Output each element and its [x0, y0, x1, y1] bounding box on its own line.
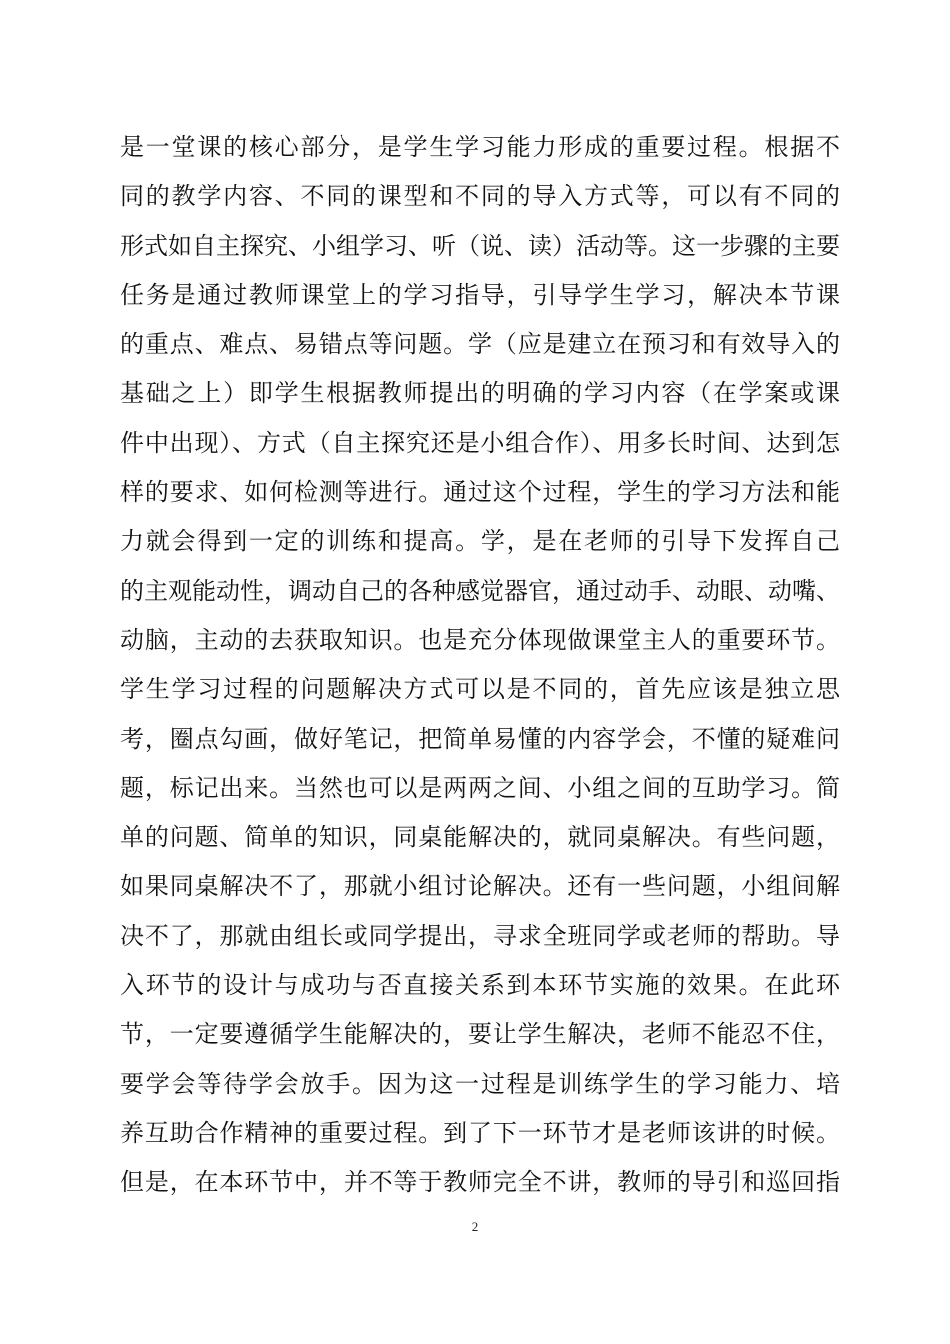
text-line: 的主观能动性，调动自己的各种感觉器官，通过动手、动眼、动嘴、	[120, 576, 840, 605]
text-line: 同的教学内容、不同的课型和不同的导入方式等，可以有不同的	[120, 182, 840, 211]
text-line: 是一堂课的核心部分，是学生学习能力形成的重要过程。根据不	[120, 133, 840, 161]
text-line: 单的问题、简单的知识，同桌能解决的，就同桌解决。有些问题，	[120, 823, 840, 852]
text-line: 养互助合作精神的重要过程。到了下一环节才是老师该讲的时候。	[120, 1118, 840, 1147]
text-line: 考，圈点勾画，做好笔记，把简单易懂的内容学会，不懂的疑难问	[120, 724, 840, 753]
text-line: 的重点、难点、易错点等问题。学（应是建立在预习和有效导入的	[120, 330, 840, 359]
text-line: 如果同桌解决不了，那就小组讨论解决。还有一些问题，小组间解	[120, 872, 840, 901]
text-line: 学生学习过程的问题解决方式可以是不同的，首先应该是独立思	[120, 675, 840, 704]
text-line: 任务是通过教师课堂上的学习指导，引导学生学习，解决本节课	[120, 280, 840, 309]
text-line: 件中出现）、方式（自主探究还是小组合作）、用多长时间、达到怎	[120, 428, 840, 457]
text-line: 形式如自主探究、小组学习、听（说、读）活动等。这一步骤的主要	[120, 231, 840, 260]
text-line: 基础之上）即学生根据教师提出的明确的学习内容（在学案或课	[120, 379, 840, 408]
text-line: 入环节的设计与成功与否直接关系到本环节实施的效果。在此环	[120, 971, 840, 1000]
text-line: 决不了，那就由组长或同学提出，寻求全班同学或老师的帮助。导	[120, 921, 840, 950]
text-line: 力就会得到一定的训练和提高。学，是在老师的引导下发挥自己	[120, 527, 840, 556]
text-line: 节，一定要遵循学生能解决的，要让学生解决，老师不能忍不住，	[120, 1020, 840, 1049]
body-paragraph	[120, 123, 840, 1208]
text-line: 要学会等待学会放手。因为这一过程是训练学生的学习能力、培	[120, 1069, 840, 1098]
page-number: 2	[471, 1219, 479, 1234]
text-line: 动脑，主动的去获取知识。也是充分体现做课堂主人的重要环节。	[120, 625, 840, 654]
text-line: 题，标记出来。当然也可以是两两之间、小组之间的互助学习。简	[120, 773, 840, 802]
text-line: 但是，在本环节中，并不等于教师完全不讲，教师的导引和巡回指	[120, 1168, 840, 1197]
text-line: 样的要求、如何检测等进行。通过这个过程，学生的学习方法和能	[120, 478, 840, 507]
